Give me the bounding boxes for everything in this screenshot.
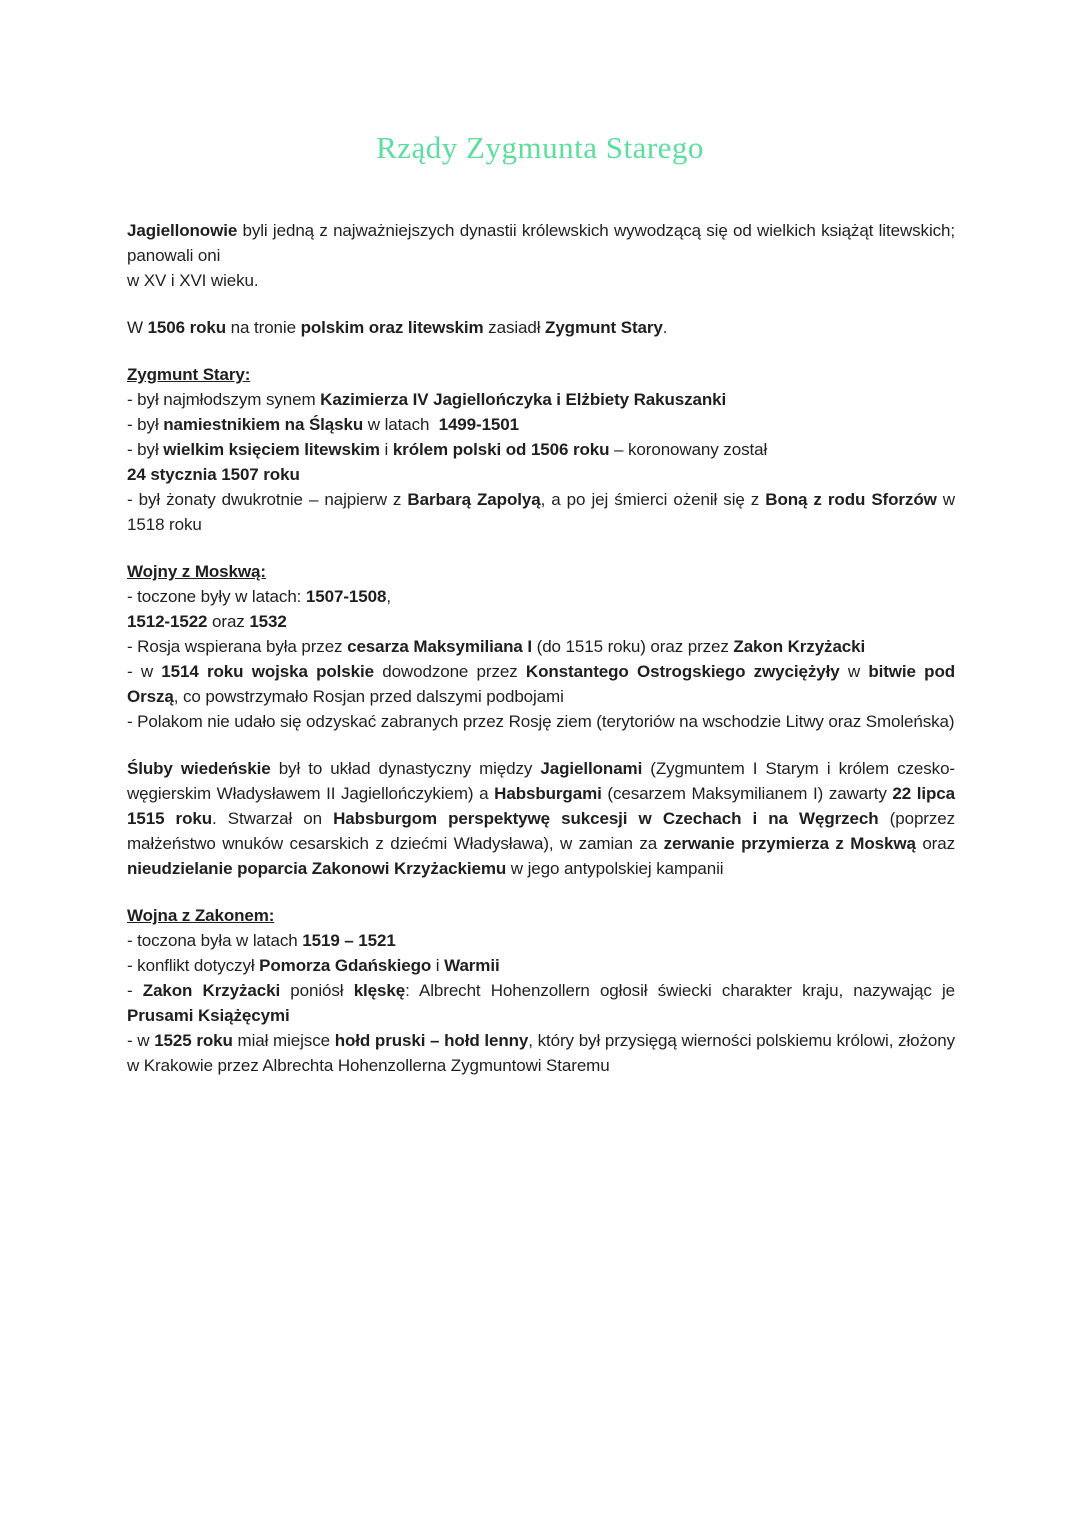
fact-teutonic-defeat	[127, 978, 955, 1028]
text-run: w XV i XVI wieku.	[127, 271, 259, 290]
bold-run: wielkim księciem litewskim	[163, 440, 380, 459]
text-run: .	[662, 318, 668, 337]
bold-run: Śluby wiedeńskie	[127, 759, 271, 778]
fact-grand-duke-coronation	[127, 437, 955, 487]
heading-zygmunt-stary	[127, 362, 955, 387]
bold-run: namiestnikiem na Śląsku	[163, 415, 364, 434]
text-run: -	[127, 981, 143, 1000]
text-run: zasiadł	[483, 318, 546, 337]
text-run: w jego antypolskiej kampanii	[506, 859, 724, 878]
bold-run: Habsburgami	[494, 784, 602, 803]
text-run: był to układ dynastyczny między	[270, 759, 541, 778]
bold-run: 1525 roku	[154, 1031, 233, 1050]
bold-run: Warmii	[444, 956, 500, 975]
heading-text: Wojny z Moskwą:	[127, 562, 266, 581]
bold-run: nieudzielanie poparcia Zakonowi Krzyżackiemu	[127, 859, 507, 878]
text-run: - był	[127, 415, 164, 434]
text-run: oraz	[915, 834, 956, 853]
bold-run: 1514 roku wojska polskie	[161, 662, 374, 681]
text-run: – koronowany został	[609, 440, 768, 459]
text-run: (Zygmuntem I Starym i królem czesko-węgierskim Władysławem II Jagiellończykiem) a	[127, 759, 955, 803]
bold-run: polskim oraz litewskim	[300, 318, 484, 337]
bold-run: cesarza Maksymiliana I	[347, 637, 533, 656]
text-run: : Albrecht Hohenzollern ogłosił świecki charakter kraju, nazywając je	[405, 981, 955, 1000]
bold-run: królem polski od 1506 roku	[392, 440, 610, 459]
bold-run: Boną z rodu Sforzów	[765, 490, 937, 509]
bold-run: Zakon Krzyżacki	[142, 981, 281, 1000]
text-run: byli jedną z najważniejszych dynastii królewskich wywodzącą się od wielkich książąt litewskich; panowali oni	[127, 221, 955, 265]
bold-run: hołd pruski – hołd lenny	[334, 1031, 529, 1050]
text-run: miał miejsce	[232, 1031, 335, 1050]
text-run: (poprzez małżeństwo wnuków cesarskich z dziećmi Władysława), w zamian za	[127, 809, 956, 853]
text-run: - konflikt dotyczył	[127, 956, 260, 975]
text-run: W	[127, 318, 148, 337]
text-run: , który był przysięgą wierności polskiemu królowi, złożony w Krakowie przez Albrechta Hohenzollerna Zygmuntowi Staremu	[127, 1031, 955, 1075]
text-run: - toczone były w latach:	[127, 587, 306, 606]
text-run: - toczona była w latach	[127, 931, 303, 950]
text-run: i	[379, 440, 393, 459]
text-run: - w	[127, 662, 162, 681]
fact-russia-support	[127, 634, 955, 659]
fact-conflict-territories	[127, 953, 955, 978]
text-run: na tronie	[226, 318, 301, 337]
bold-run: Barbarą Zapolyą	[407, 490, 541, 509]
intro-paragraph	[127, 218, 955, 293]
text-run: - Polakom nie udało się odzyskać zabranych przez Rosję ziem (terytoriów na wschodzie Litwy oraz Smoleńska)	[127, 712, 955, 731]
fact-youngest-son	[127, 387, 955, 412]
bold-run: Zakon Krzyżacki	[733, 637, 866, 656]
bold-run: Zygmunt Stary	[545, 318, 663, 337]
fact-teutonic-war-years	[127, 928, 955, 953]
text-run: - był najmłodszym synem	[127, 390, 321, 409]
fact-moscow-war-years	[127, 584, 955, 634]
bold-run: Jagiellonami	[540, 759, 643, 778]
text-run: w	[839, 662, 869, 681]
throne-paragraph	[127, 315, 955, 340]
text-run: - był	[127, 440, 164, 459]
text-run: (cesarzem Maksymilianem I) zawarty	[601, 784, 893, 803]
text-run: - Rosja wspierana była przez	[127, 637, 348, 656]
text-run: , co powstrzymało Rosjan przed dalszymi podbojami	[173, 687, 564, 706]
bold-run: Habsburgom perspektywę sukcesji w Czechach i na Węgrzech	[333, 809, 879, 828]
fact-lost-territories	[127, 709, 955, 734]
text-run: . Stwarzał on	[212, 809, 334, 828]
text-run: w 1518 roku	[127, 490, 955, 534]
fact-governor-silesia	[127, 412, 955, 437]
text-run: w latach	[363, 415, 439, 434]
heading-text: Zygmunt Stary:	[127, 365, 251, 384]
fact-marriages	[127, 487, 955, 537]
page-title: Rządy Zygmunta Starego	[376, 130, 704, 165]
bold-run: 1507-1508	[305, 587, 387, 606]
text-run: , a po jej śmierci ożenił się z	[540, 490, 766, 509]
bold-run: zerwanie przymierza z Moskwą	[663, 834, 916, 853]
heading-text: Wojna z Zakonem:	[127, 906, 275, 925]
bold-run: Pomorza Gdańskiego	[259, 956, 432, 975]
bold-run: 1532	[249, 612, 287, 631]
bold-run: Konstantego Ostrogskiego zwyciężyły	[525, 662, 840, 681]
text-run: i	[431, 956, 445, 975]
bold-run: klęskę	[353, 981, 406, 1000]
bold-run: 24 stycznia 1507 roku	[127, 465, 300, 484]
bold-run: Kazimierza IV Jagiellończyka i Elżbiety Rakuszanki	[320, 390, 727, 409]
document-header	[0, 0, 1080, 170]
bold-run: 1499-1501	[438, 415, 519, 434]
bold-run: bitwie pod Orszą	[127, 662, 956, 706]
text-run: ,	[386, 587, 391, 606]
heading-wojna-z-zakonem	[127, 903, 955, 928]
text-run: (do 1515 roku) oraz przez	[532, 637, 734, 656]
text-run: poniósł	[280, 981, 354, 1000]
bold-run: 1506 roku	[147, 318, 227, 337]
vienna-congress-paragraph	[127, 756, 955, 881]
text-run: - w	[127, 1031, 155, 1050]
bold-run: 1519 – 1521	[302, 931, 396, 950]
heading-wojny-z-moskwa	[127, 559, 955, 584]
text-run: - był żonaty dwukrotnie – najpierw z	[127, 490, 408, 509]
bold-run: Prusami Książęcymi	[127, 1006, 290, 1025]
document-page	[0, 218, 1080, 1078]
fact-prussian-homage	[127, 1028, 955, 1078]
bold-run: Jagiellonowie	[127, 221, 238, 240]
bold-run: 22 lipca 1515 roku	[127, 784, 956, 828]
bold-run: 1512-1522	[127, 612, 208, 631]
text-run: dowodzone przez	[373, 662, 526, 681]
fact-battle-orsha	[127, 659, 955, 709]
text-run: oraz	[207, 612, 250, 631]
